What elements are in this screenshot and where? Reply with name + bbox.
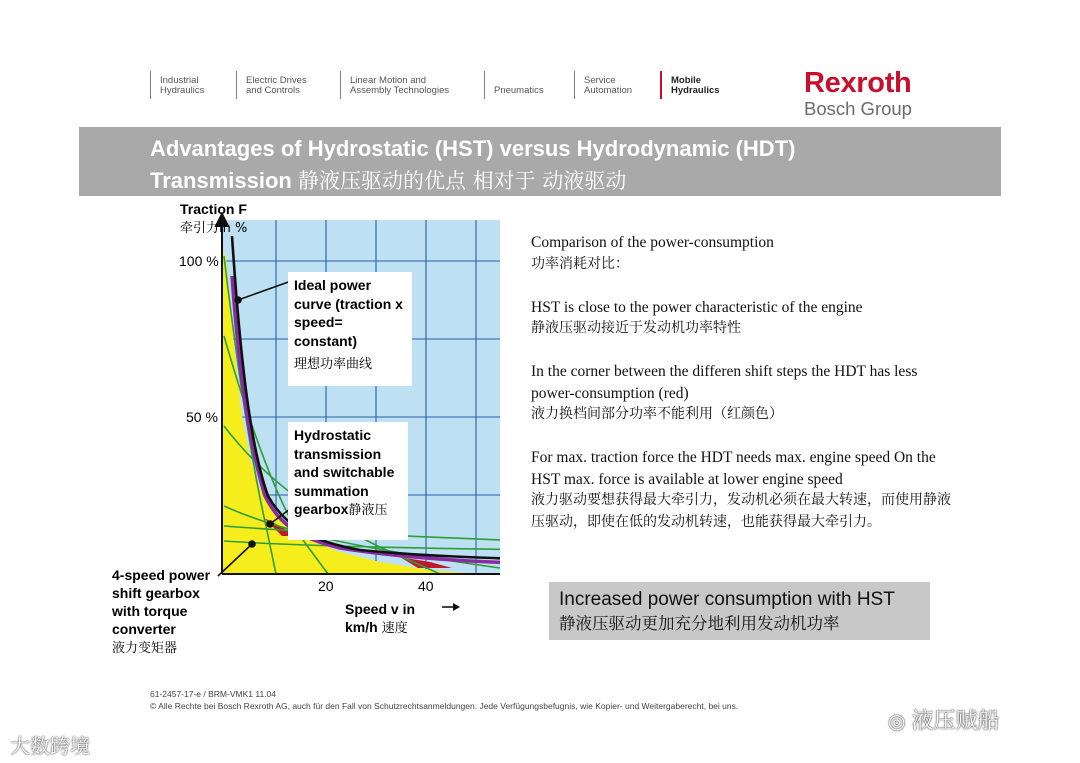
comparison-zh: 静液压驱动接近于发动机功率特性 — [531, 320, 741, 336]
comparison-text — [531, 232, 961, 555]
slide-title-bar — [79, 127, 1001, 196]
nav-industrial-hydraulics[interactable]: Industrial Hydraulics — [150, 71, 204, 99]
x-axis-label — [345, 600, 415, 638]
comparison-zh: 液力换档间部分功率不能利用（红颜色） — [531, 406, 783, 422]
comparison-paragraph — [531, 297, 961, 340]
rexroth-logo — [804, 68, 944, 119]
watermark-left-text: 大数跨境 — [10, 734, 90, 758]
watermark-right-text: 液压贼船 — [911, 709, 1000, 734]
conclusion-en: Increased power consumption with HST — [559, 589, 895, 610]
comparison-paragraph — [531, 232, 961, 275]
nav-mobile-hydraulics[interactable]: Mobile Hydraulics — [660, 71, 720, 99]
y-axis-label-cn: 牵引力in % — [180, 221, 248, 236]
callout-hydrostatic — [288, 422, 408, 540]
footer-copyright: © Alle Rechte bei Bosch Rexroth AG, auch für den Fall von Schutzrechtsanmeldungen. Jede Verfügungsbefugnis, wie Kopier- und Weitergaberecht, bei uns. — [150, 701, 739, 711]
x-arrow-head — [453, 603, 460, 611]
label-4speed-gearbox — [112, 566, 224, 658]
y-tick-100: 100 % — [179, 253, 219, 269]
label-4speed-cn: 液力变矩器 — [112, 641, 178, 656]
x-tick-40: 40 — [418, 578, 434, 594]
nav-linear-motion[interactable]: Linear Motion and Assembly Technologies — [340, 71, 449, 99]
traction-speed-chart — [100, 196, 500, 666]
label-4speed-text: 4-speed power shift gearbox with torque converter — [112, 567, 211, 637]
x-tick-20: 20 — [318, 578, 334, 594]
nav-electric-drives[interactable]: Electric Drives and Controls — [236, 71, 307, 99]
slide-title-cn: 静液压驱动的优点 相对于 动液驱动 — [297, 169, 627, 193]
callout-hydrostatic-cn: 静液压 — [348, 503, 388, 518]
comparison-zh: 功率消耗对比： — [531, 255, 629, 272]
comparison-zh: 液力驱动要想获得最大牵引力，发动机必须在最大转速，而使用静液压驱动，即使在低的发动机转速，也能获得最大牵引力。 — [531, 492, 951, 530]
callout-ideal-power — [288, 272, 412, 386]
x-axis-label-en: Speed v in — [345, 601, 416, 617]
callout-ideal-power-text: Ideal power curve (traction x speed= constant) — [294, 277, 403, 349]
x-axis-label-unit: km/h — [345, 619, 378, 635]
slide-title-line1: Advantages of Hydrostatic (HST) versus Hydrodynamic (HDT) — [150, 136, 796, 161]
comparison-en: HST is close to the power characteristic of the engine — [531, 298, 863, 316]
comparison-paragraph — [531, 361, 961, 426]
callout-hydrostatic-text: Hydrostatic transmission and switchable summation gearbox — [294, 427, 395, 517]
comparison-en: In the corner between the differen shift steps the HDT has less power-consumption (red) — [531, 363, 918, 402]
watermark-right — [888, 704, 999, 735]
footer-doc-id: 61-2457-17-e / BRM-VMK1 11.04 — [150, 689, 276, 699]
top-navigation — [150, 71, 750, 101]
y-axis-label-en: Traction F — [180, 201, 247, 217]
brand-name: Rexroth — [804, 67, 912, 99]
footer — [150, 688, 738, 712]
conclusion-zh: 静液压驱动更加充分地利用发动机功率 — [559, 614, 840, 633]
comparison-paragraph — [531, 447, 961, 533]
nav-service-automation[interactable]: Service Automation — [574, 71, 632, 99]
y-axis-label — [180, 200, 247, 238]
conclusion-box — [549, 582, 930, 640]
wechat-icon: ◎ — [888, 709, 906, 733]
slide-title-line2 — [150, 165, 626, 195]
y-tick-50: 50 % — [186, 409, 218, 425]
slide-title-en: Transmission — [150, 168, 292, 193]
brand-group: Bosch Group — [804, 98, 912, 119]
watermark-left — [10, 730, 90, 759]
x-axis-label-cn: 速度 — [381, 621, 408, 636]
comparison-en: Comparison of the power-consumption — [531, 234, 774, 251]
callout-ideal-power-cn: 理想功率曲线 — [294, 357, 373, 372]
comparison-en: For max. traction force the HDT needs max. engine speed On the HST max. force is available at lower engine speed — [531, 449, 936, 488]
nav-pneumatics[interactable]: Pneumatics — [484, 71, 544, 99]
